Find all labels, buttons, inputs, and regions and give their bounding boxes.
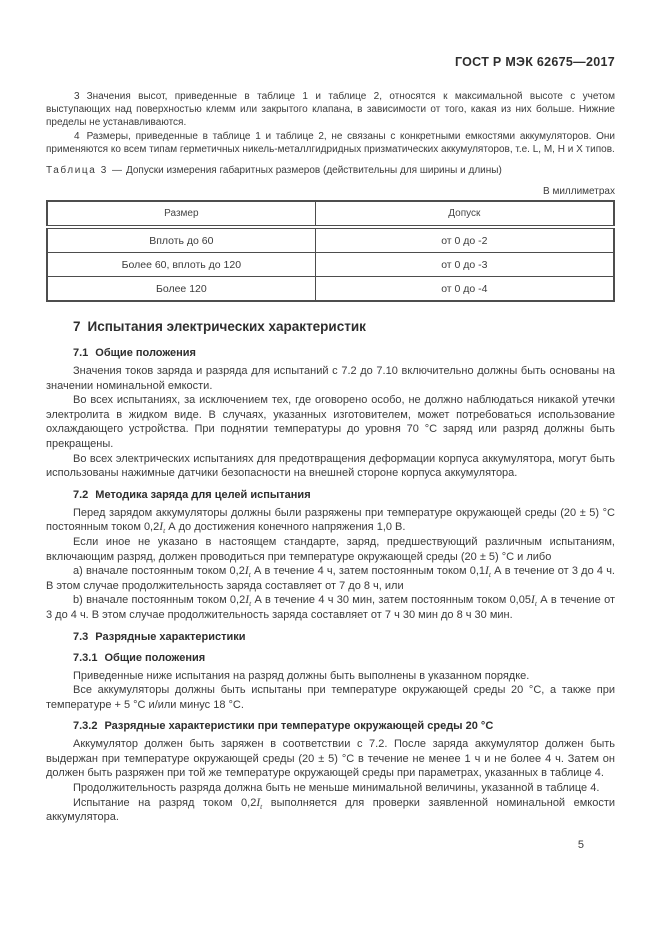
text-run: Испытание на разряд током 0,2 xyxy=(73,796,257,809)
text-run: А в течение от 3 до 4 ч. В этом случае продолжительность заряда составляет от 7 ч 30 мин до 8 ч 30 мин. xyxy=(46,594,616,621)
current-symbol-italic: I xyxy=(245,594,250,607)
document-code: ГОСТ Р МЭК 62675—2017 xyxy=(454,55,615,69)
footnote xyxy=(46,90,615,130)
heading-7.3.2 xyxy=(46,720,615,733)
text-run: b) вначале постоянным током 0,2 xyxy=(73,594,246,607)
table-cell: Вплоть до 60 xyxy=(47,227,315,253)
heading-number: 7 xyxy=(73,319,81,335)
text-run: Значения токов заряда и разряда для испытаний с 7.2 до 7.10 включительно должны быть основаны на значении номинальной емкости. xyxy=(46,365,615,392)
text-run: Все аккумуляторы должны быть испытаны при температуре окружающей среды 20 °С, а также при температуре + 5 °С и/или минус 18 °С. xyxy=(46,684,615,711)
footnote-text: Размеры, приведенные в таблице 1 и таблице 2, не связаны с конкретными емкостями аккумуляторов. Они применяются ко всем типам герметичных никель-металлгидридных призматических аккумуляторов, т.е. L, M, H и X типов. xyxy=(46,130,615,155)
paragraph xyxy=(46,737,615,781)
paragraph xyxy=(46,452,615,481)
table-header-row xyxy=(47,201,614,227)
current-symbol-subscript: t xyxy=(488,570,491,580)
text-run: a) вначале постоянным током 0,2 xyxy=(73,565,245,578)
footnote-number: 3 xyxy=(74,91,80,102)
heading-7.1 xyxy=(46,347,615,360)
text-run: А в течение от 3 до 4 ч. В этом случае продолжительность заряда составляет от 7 до 8 ч, или xyxy=(46,565,615,592)
heading-title: Испытания электрических характеристик xyxy=(87,319,366,335)
paragraph xyxy=(46,535,615,564)
heading-number: 7.3 xyxy=(73,630,89,643)
table-caption-dash: — xyxy=(111,165,122,177)
current-symbol-subscript: t xyxy=(260,801,263,811)
heading-title: Общие положения xyxy=(104,651,206,664)
paragraph xyxy=(46,683,615,712)
text-run: А в течение 4 ч, затем постоянным током 0,1 xyxy=(250,565,486,578)
table-row xyxy=(47,277,614,302)
current-symbol-subscript: t xyxy=(249,599,252,609)
heading-number: 7.3.2 xyxy=(73,720,98,733)
paragraph xyxy=(46,669,615,684)
heading-number: 7.2 xyxy=(73,488,89,501)
footnote-number: 4 xyxy=(74,130,80,142)
current-symbol-italic: I xyxy=(530,594,535,607)
heading-7.3 xyxy=(46,631,615,644)
table-row xyxy=(47,227,614,253)
table-row xyxy=(47,253,614,277)
text-run: Если иное не указано в настоящем стандарте, заряд, предшествующий различным испытаниям, включающим разряд, должен проводиться при температуре окружающей среды (20 ± 5) °С и либо xyxy=(46,535,615,563)
paragraph xyxy=(46,393,615,451)
current-symbol-italic: I xyxy=(159,521,164,534)
current-symbol-italic: I xyxy=(485,565,489,578)
paragraph xyxy=(46,796,615,825)
text-run: А в течение 4 ч 30 мин, затем постоянным током 0,05 xyxy=(251,594,531,607)
paragraph xyxy=(46,364,615,393)
current-symbol-subscript: t xyxy=(248,570,251,580)
current-symbol-italic: I xyxy=(244,565,249,578)
table-cell: Более 60, вплоть до 120 xyxy=(47,253,315,277)
heading-title: Разрядные характеристики xyxy=(95,630,246,643)
column-header-tolerance: Допуск xyxy=(315,201,614,227)
table-units-note: В миллиметрах xyxy=(543,186,615,198)
heading-7.3.1 xyxy=(46,652,615,665)
table-caption xyxy=(46,164,615,177)
current-symbol-subscript: t xyxy=(163,526,166,536)
heading-number: 7.1 xyxy=(73,347,89,360)
paragraph xyxy=(46,564,615,593)
table-cell: от 0 до -3 xyxy=(315,253,614,277)
table-cell: от 0 до -2 xyxy=(315,227,614,253)
text-run: Аккумулятор должен быть заряжен в соответствии с 7.2. После заряда аккумулятор должен быть выдержан при температуре окружающей среды (20 ± 5) °С в течение не менее 1 ч и не более 4 ч. Затем он должен быть разряжен при той же температуре окружающей среды при параметрах, указанных в таблице 4. xyxy=(46,738,615,780)
text-run: А до достижения конечного напряжения 1,0 В. xyxy=(165,521,406,534)
heading-7.2 xyxy=(46,489,615,502)
table-caption-label: Таблица 3 xyxy=(46,165,108,177)
paragraph xyxy=(46,781,615,796)
text-run: Во всех электрических испытаниях для предотвращения деформации корпуса аккумулятора, могут быть использованы нажимные датчики безопасности на внешней стороне корпуса аккумулятора. xyxy=(46,452,615,480)
heading-7 xyxy=(46,319,615,335)
table-cell: от 0 до -4 xyxy=(315,277,614,302)
heading-number: 7.3.1 xyxy=(73,651,98,664)
text-run: Продолжительность разряда должна быть не меньше минимальной величины, указанной в таблице 4. xyxy=(73,782,600,795)
footnote-text: Значения высот, приведенные в таблице 1 и таблице 2, относятся к максимальной высоте с учетом выступающих над поверхностью клемм или закрытого клапана, в зависимости от того, какая из них больше. Нижние пределы не устанавливаются. xyxy=(46,91,615,129)
heading-title: Методика заряда для целей испытания xyxy=(95,488,311,501)
tolerances-table xyxy=(46,200,615,302)
heading-title: Разрядные характеристики при температуре окружающей среды 20 °С xyxy=(104,720,494,733)
text-run: Во всех испытаниях, за исключением тех, где оговорено особо, не должно наблюдаться никакой утечки электролита в жидком виде. В случаях, указанных изготовителем, может потребоваться использование охлаждающего устройства. При поднятии температуры до уровня 70 °С заряд или разряд должны быть прекращены. xyxy=(46,394,615,450)
text-run: Перед зарядом аккумуляторы должны были разряжены при температуре окружающей среды (20 ± 5) °С постоянным током 0,2 xyxy=(46,506,615,534)
page-number: 5 xyxy=(577,839,584,851)
text-run: Приведенные ниже испытания на разряд должны быть выполнены в указанном порядке. xyxy=(73,669,530,682)
column-header-size: Размер xyxy=(47,201,315,227)
document-code-header xyxy=(46,55,615,69)
paragraph xyxy=(46,593,615,622)
table-footnotes xyxy=(46,90,615,156)
current-symbol-subscript: t xyxy=(534,599,537,609)
section-7-content xyxy=(46,319,615,825)
text-run: выполняется для проверки заявленной номинальной емкости аккумулятора. xyxy=(46,796,615,824)
paragraph xyxy=(46,506,615,535)
current-symbol-italic: I xyxy=(256,796,261,809)
table-cell: Более 120 xyxy=(47,277,315,302)
table-caption-title: Допуски измерения габаритных размеров (действительны для ширины и длины) xyxy=(125,165,502,177)
footnote xyxy=(46,130,615,156)
heading-title: Общие положения xyxy=(95,347,196,360)
